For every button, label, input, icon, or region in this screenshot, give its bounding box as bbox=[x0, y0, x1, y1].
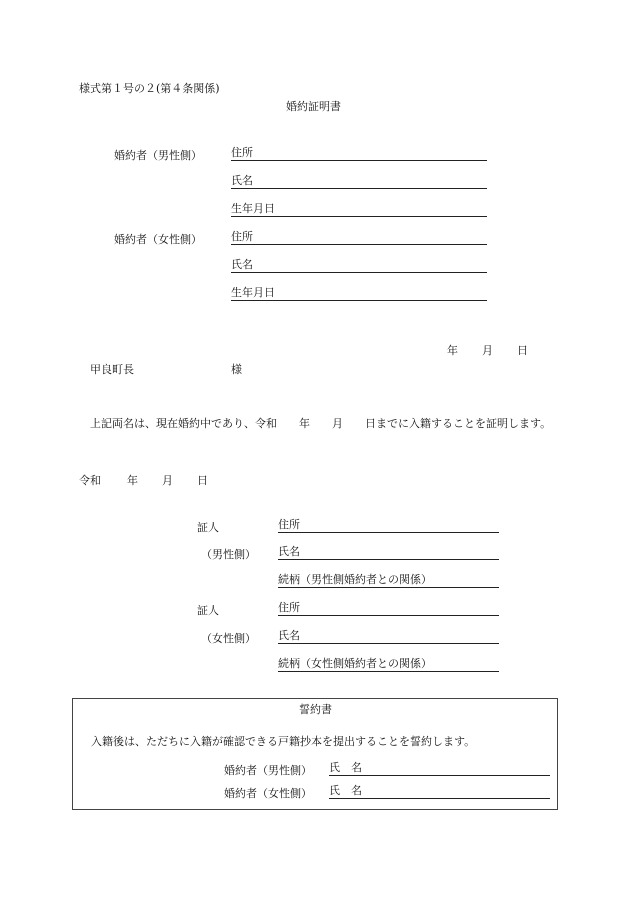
witness-female-relation-field[interactable] bbox=[278, 657, 499, 672]
witness-female-address-field[interactable] bbox=[278, 601, 499, 616]
female-name-label: 氏名 bbox=[231, 258, 253, 271]
addressee-honorific: 様 bbox=[231, 363, 242, 376]
witness-female-relation-label: 続柄（女性側婚約者との関係） bbox=[278, 657, 432, 670]
female-address-label: 住所 bbox=[231, 230, 253, 243]
addressee-name: 甲良町長 bbox=[90, 363, 134, 376]
document-title: 婚約証明書 bbox=[286, 100, 341, 113]
female-birthdate-label: 生年月日 bbox=[231, 286, 275, 299]
male-name-field[interactable] bbox=[231, 174, 487, 189]
pledge-title: 誓約書 bbox=[299, 703, 332, 716]
pledge-male-name-label: 氏 名 bbox=[329, 761, 362, 774]
pledge-female-label: 婚約者（女性側） bbox=[224, 787, 312, 800]
certification-statement: 上記両名は、現在婚約中であり、令和 年 月 日までに入籍することを証明します。 bbox=[90, 417, 552, 430]
female-birthdate-field[interactable] bbox=[231, 286, 487, 301]
witness-male-name-field[interactable] bbox=[278, 545, 499, 560]
witness-male-address-label: 住所 bbox=[278, 518, 300, 531]
male-birthdate-label: 生年月日 bbox=[231, 202, 275, 215]
female-name-field[interactable] bbox=[231, 258, 487, 273]
witness-male-name-label: 氏名 bbox=[278, 545, 300, 558]
male-address-field[interactable] bbox=[231, 146, 487, 161]
male-fiance-label: 婚約者（男性側） bbox=[114, 149, 202, 162]
form-number: 様式第１号の２(第４条関係) bbox=[79, 82, 220, 95]
witness-female-label: 証人 bbox=[197, 604, 219, 617]
witness-female-address-label: 住所 bbox=[278, 601, 300, 614]
cert-date-year: 年 bbox=[127, 474, 138, 487]
witness-male-relation-field[interactable] bbox=[278, 573, 499, 588]
witness-female-side: （女性側） bbox=[201, 632, 256, 645]
date-month: 月 bbox=[482, 344, 493, 357]
witness-female-name-field[interactable] bbox=[278, 629, 499, 644]
date-day: 日 bbox=[517, 344, 528, 357]
female-fiance-label: 婚約者（女性側） bbox=[114, 233, 202, 246]
female-address-field[interactable] bbox=[231, 230, 487, 245]
cert-date-day: 日 bbox=[197, 474, 208, 487]
pledge-box bbox=[72, 698, 558, 810]
cert-date-month: 月 bbox=[162, 474, 173, 487]
date-year: 年 bbox=[447, 344, 458, 357]
pledge-female-name-label: 氏 名 bbox=[329, 784, 362, 797]
witness-male-relation-label: 続柄（男性側婚約者との関係） bbox=[278, 573, 432, 586]
witness-male-address-field[interactable] bbox=[278, 518, 499, 533]
pledge-male-name-field[interactable] bbox=[329, 761, 550, 776]
cert-date-era: 令和 bbox=[79, 474, 101, 487]
pledge-text: 入籍後は、ただちに入籍が確認できる戸籍抄本を提出することを誓約します。 bbox=[91, 735, 476, 748]
pledge-male-label: 婚約者（男性側） bbox=[224, 764, 312, 777]
male-birthdate-field[interactable] bbox=[231, 202, 487, 217]
male-address-label: 住所 bbox=[231, 146, 253, 159]
witness-male-label: 証人 bbox=[197, 521, 219, 534]
male-name-label: 氏名 bbox=[231, 174, 253, 187]
witness-female-name-label: 氏名 bbox=[278, 629, 300, 642]
witness-male-side: （男性側） bbox=[201, 548, 256, 561]
pledge-female-name-field[interactable] bbox=[329, 784, 550, 799]
